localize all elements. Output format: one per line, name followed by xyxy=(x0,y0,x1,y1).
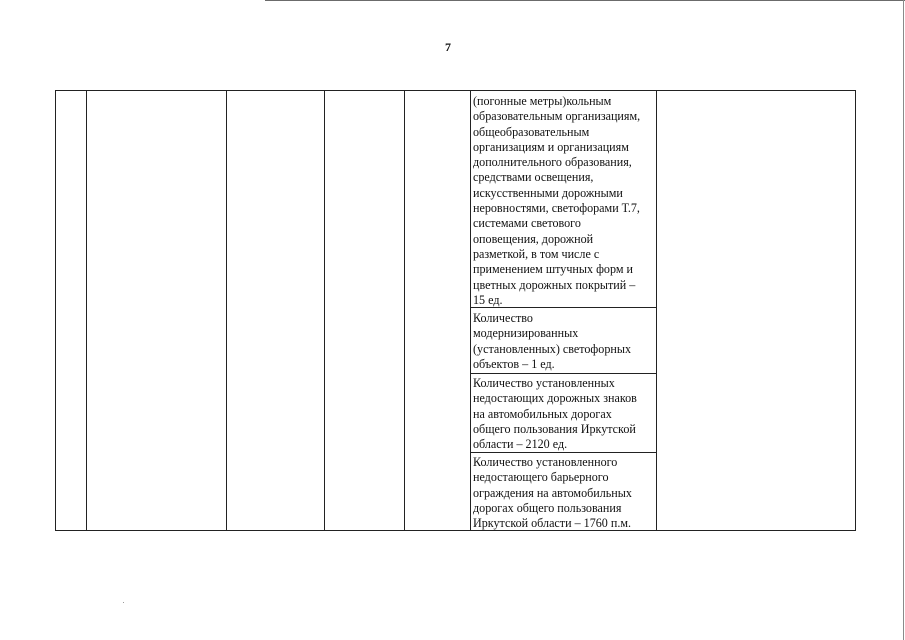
document-table xyxy=(55,90,856,531)
column-divider-4 xyxy=(404,91,405,530)
column-divider-1 xyxy=(86,91,87,530)
scan-edge-right xyxy=(903,0,904,640)
scan-speck xyxy=(123,602,124,603)
indicator-cell-4: Количество установленного недостающего барьерного ограждения на автомобильных дорогах общего пользования Иркутской области – 1760 п.м. xyxy=(473,455,632,531)
column-divider-5 xyxy=(470,91,471,530)
indicator-cell-3: Количество установленных недостающих дорожных знаков на автомобильных дорогах общего пользования Иркутской области – 2120 ед. xyxy=(473,376,637,452)
column-divider-3 xyxy=(324,91,325,530)
indicator-cell-2: Количество модернизированных (установленных) светофорных объектов – 1 ед. xyxy=(473,311,632,371)
column-divider-6 xyxy=(656,91,657,530)
column-divider-2 xyxy=(226,91,227,530)
page-number: 7 xyxy=(445,40,451,54)
scan-edge-top xyxy=(265,0,905,1)
indicator-cell-1: (погонные метры)кольным образовательным организациям, общеобразовательным организациям и организациям дополнительного образования, средствами освещения, искусственными дорожными неровностями, светофорами Т.7, системами светового оповещения, дорожной разметкой, в том числе с применением штучных форм и цветных дорожных покрытий – 15 ед. xyxy=(473,94,641,307)
indicator-row-divider-2 xyxy=(470,373,657,374)
